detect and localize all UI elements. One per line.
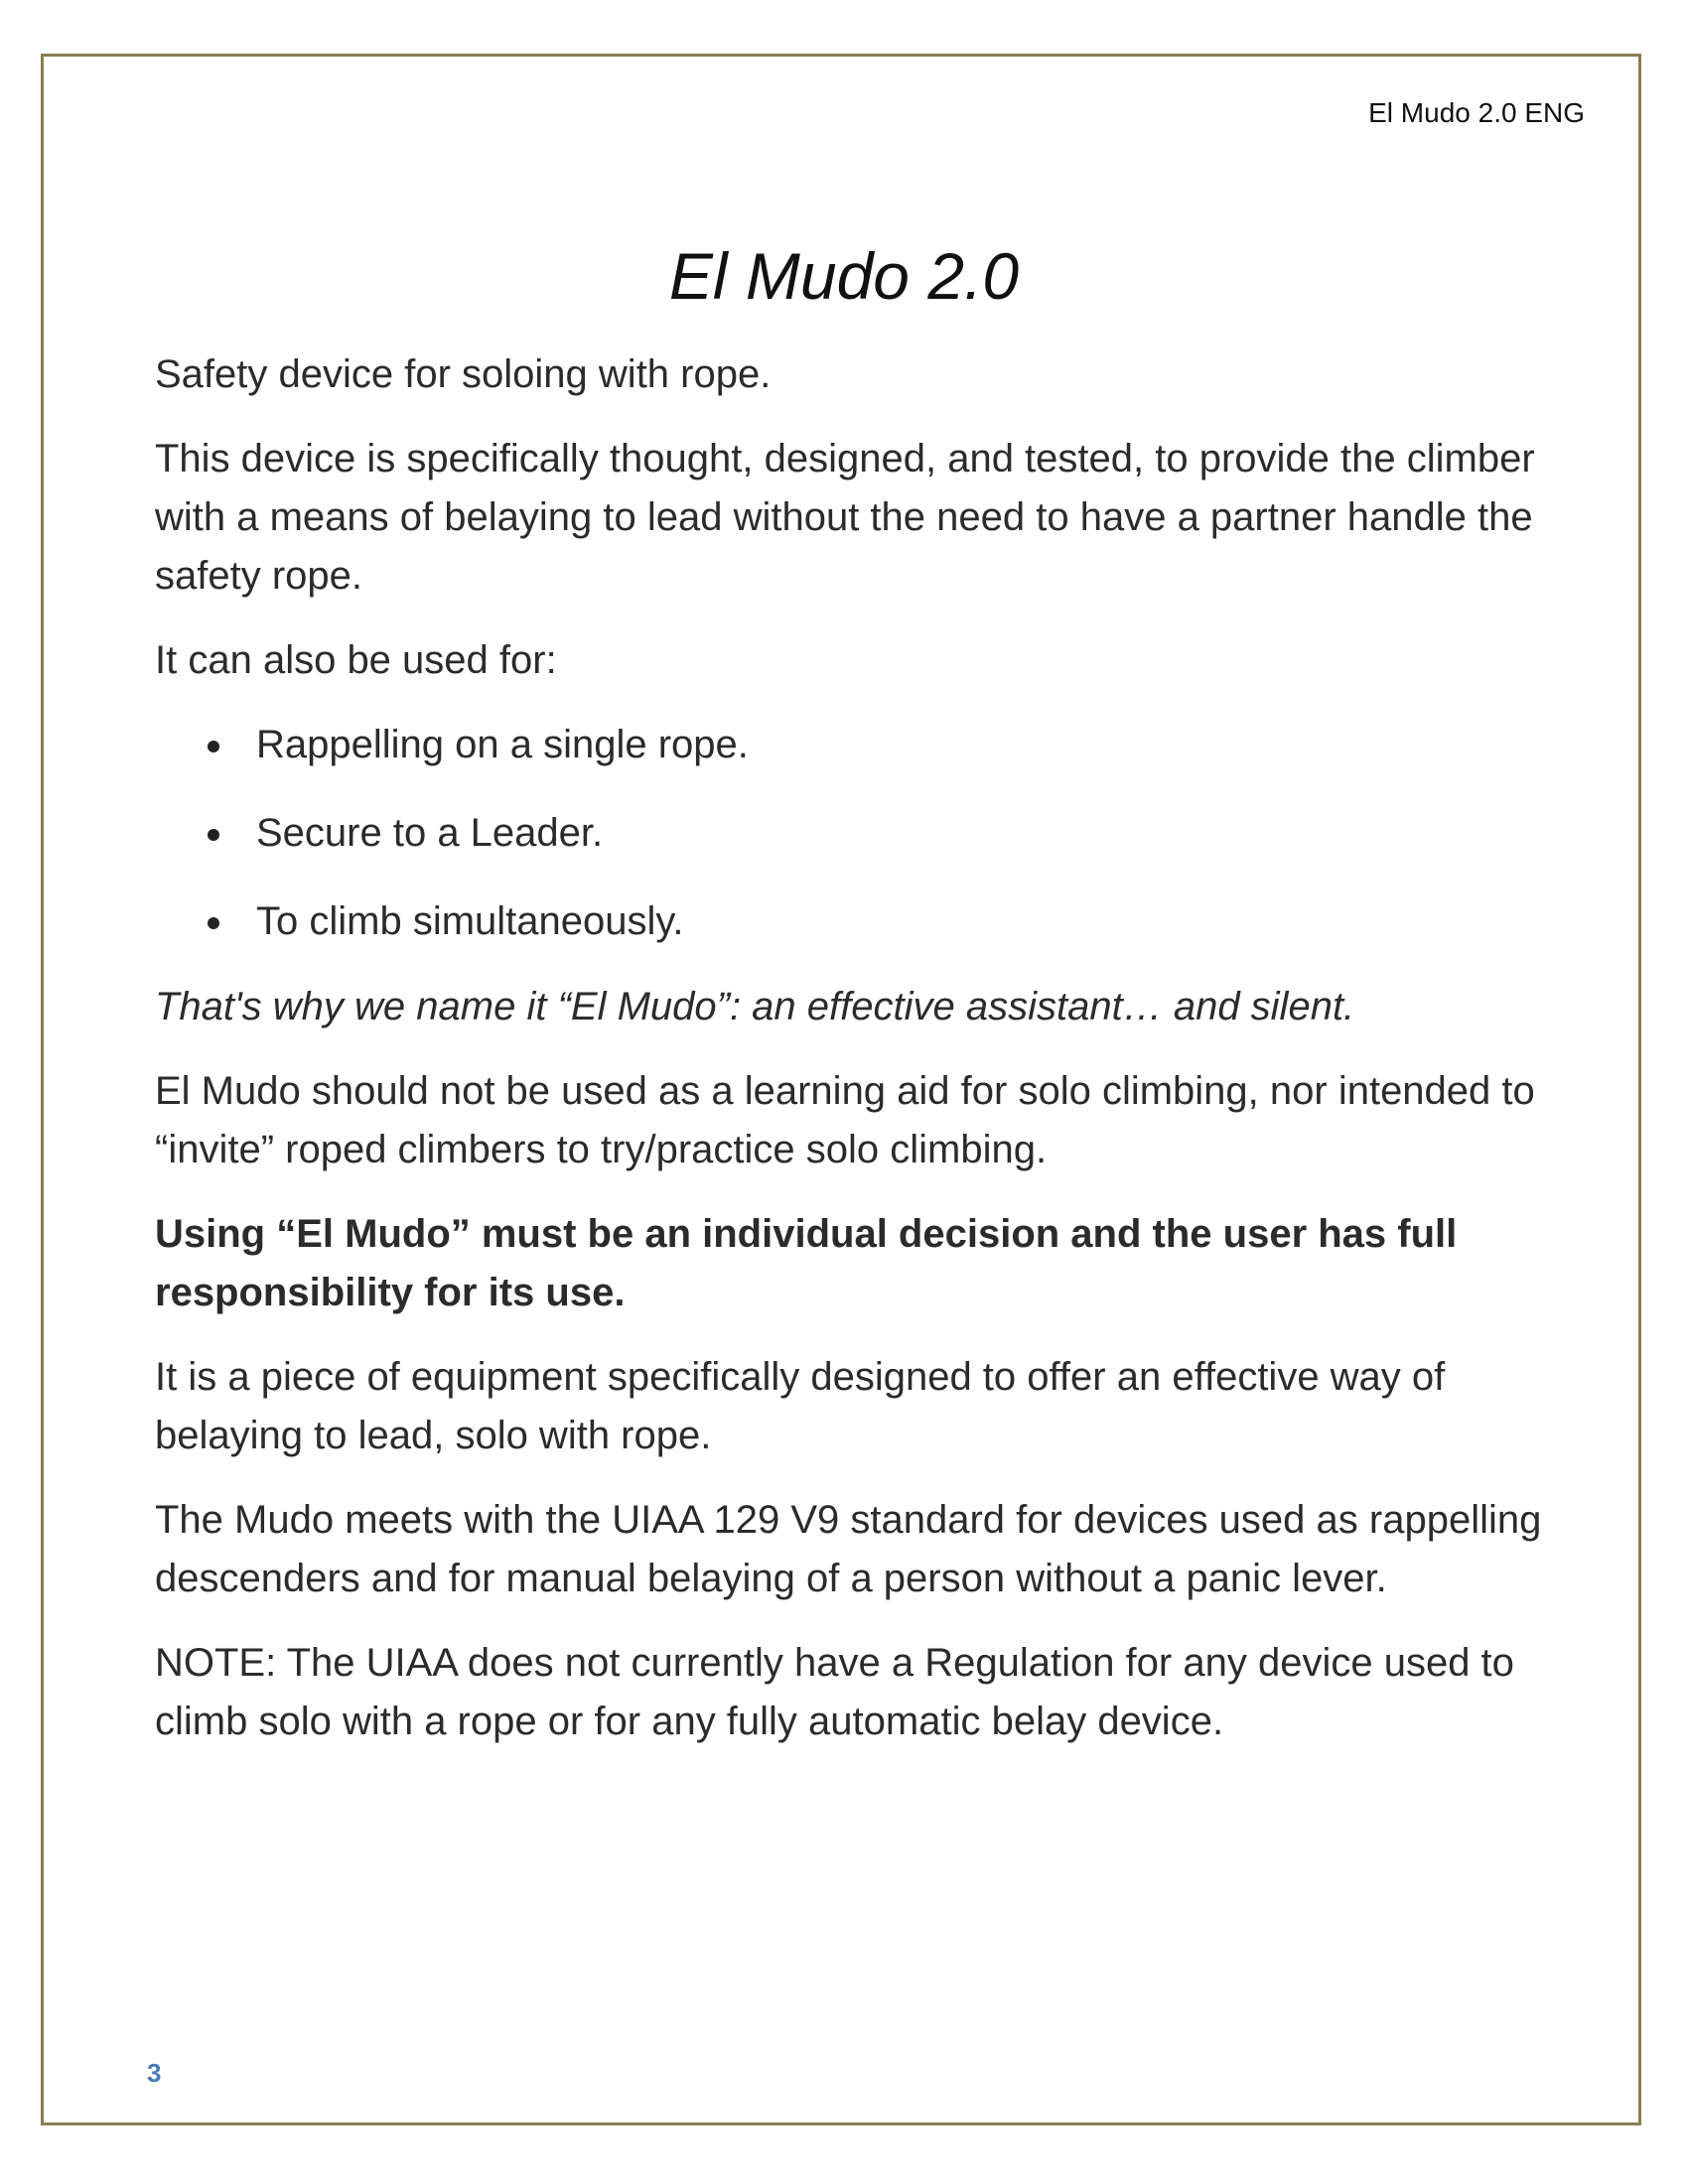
list-item: [155, 804, 1545, 863]
note-paragraph: NOTE: The UIAA does not currently have a Regulation for any device used to climb solo with a rope or for any fully automatic belay device.: [155, 1641, 1514, 1743]
warning-paragraph: El Mudo should not be used as a learning aid for solo climbing, nor intended to “invite” roped climbers to try/practice solo climbing.: [155, 1069, 1535, 1171]
uses-intro-paragraph: It can also be used for:: [155, 638, 557, 682]
responsibility-statement: Using “El Mudo” must be an individual decision and the user has full responsibility for its use.: [155, 1212, 1458, 1314]
document-body: [155, 345, 1545, 1777]
intro-paragraph: Safety device for soloing with rope.: [155, 352, 772, 396]
running-header: El Mudo 2.0 ENG: [1368, 97, 1585, 128]
list-item-text: To climb simultaneously.: [256, 899, 684, 943]
list-item-text: Rappelling on a single rope.: [256, 723, 749, 766]
list-item: [155, 892, 1545, 951]
bullet-icon: [208, 829, 219, 841]
description-paragraph: This device is specifically thought, designed, and tested, to provide the climber with a means of belaying to lead without the need to have a partner handle the safety rope.: [155, 437, 1535, 598]
uses-list: [155, 716, 1545, 951]
bullet-icon: [208, 741, 219, 752]
bullet-icon: [208, 917, 219, 929]
naming-note: That's why we name it “El Mudo”: an effective assistant… and silent.: [155, 985, 1355, 1028]
list-item: [155, 716, 1545, 774]
document-title: El Mudo 2.0: [668, 239, 1020, 313]
list-item-text: Secure to a Leader.: [256, 811, 604, 855]
page-number: 3: [147, 2058, 162, 2088]
standard-paragraph: The Mudo meets with the UIAA 129 V9 standard for devices used as rappelling descenders and for manual belaying of a person without a panic lever.: [155, 1498, 1542, 1600]
equipment-paragraph: It is a piece of equipment specifically designed to offer an effective way of belaying to lead, solo with rope.: [155, 1355, 1446, 1457]
